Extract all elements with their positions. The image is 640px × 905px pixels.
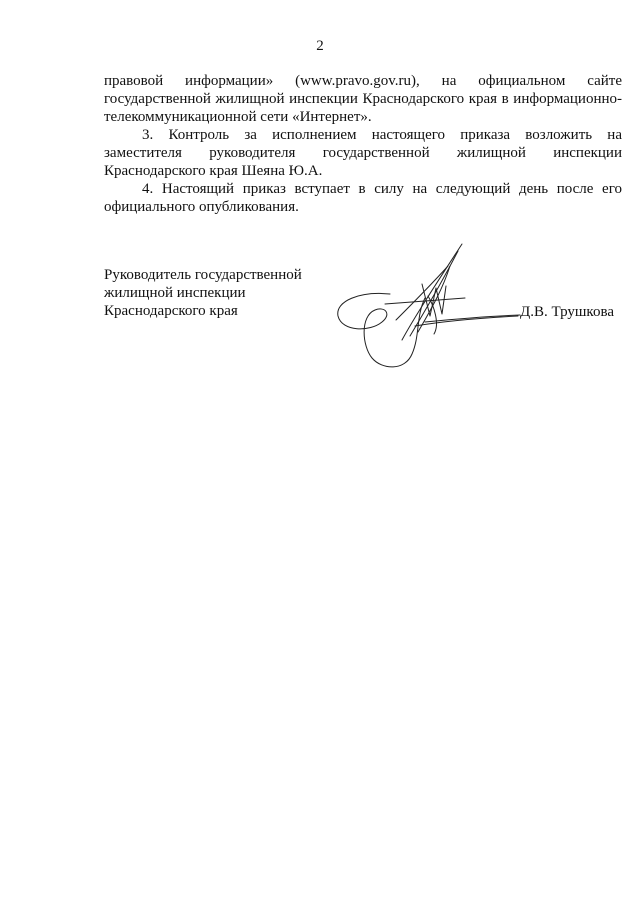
page-number: 2 bbox=[316, 38, 324, 54]
signer-name: Д.В. Трушкова bbox=[520, 304, 614, 320]
paragraph-3: 3. Контроль за исполнением настоящего приказа возложить на заместителя руководителя государственной жилищной инспекции Краснодарского края Шеяна Ю.А. bbox=[104, 127, 622, 179]
signatory-title-line: Руководитель государственной bbox=[104, 267, 302, 283]
paragraph-continuation: правовой информации» (www.pravo.gov.ru), на официальном сайте государственной жилищной инспекции Краснодарского края в информационно-телекоммуникационной сети «Интернет». bbox=[104, 73, 622, 125]
signatory-title-line: жилищной инспекции bbox=[104, 285, 246, 301]
handwritten-signature bbox=[330, 236, 530, 376]
signatory-title-line: Краснодарского края bbox=[104, 303, 238, 319]
signatory-title bbox=[104, 266, 302, 320]
document-body bbox=[104, 72, 622, 216]
paragraph-4: 4. Настоящий приказ вступает в силу на следующий день после его официального опубликования. bbox=[104, 181, 622, 215]
